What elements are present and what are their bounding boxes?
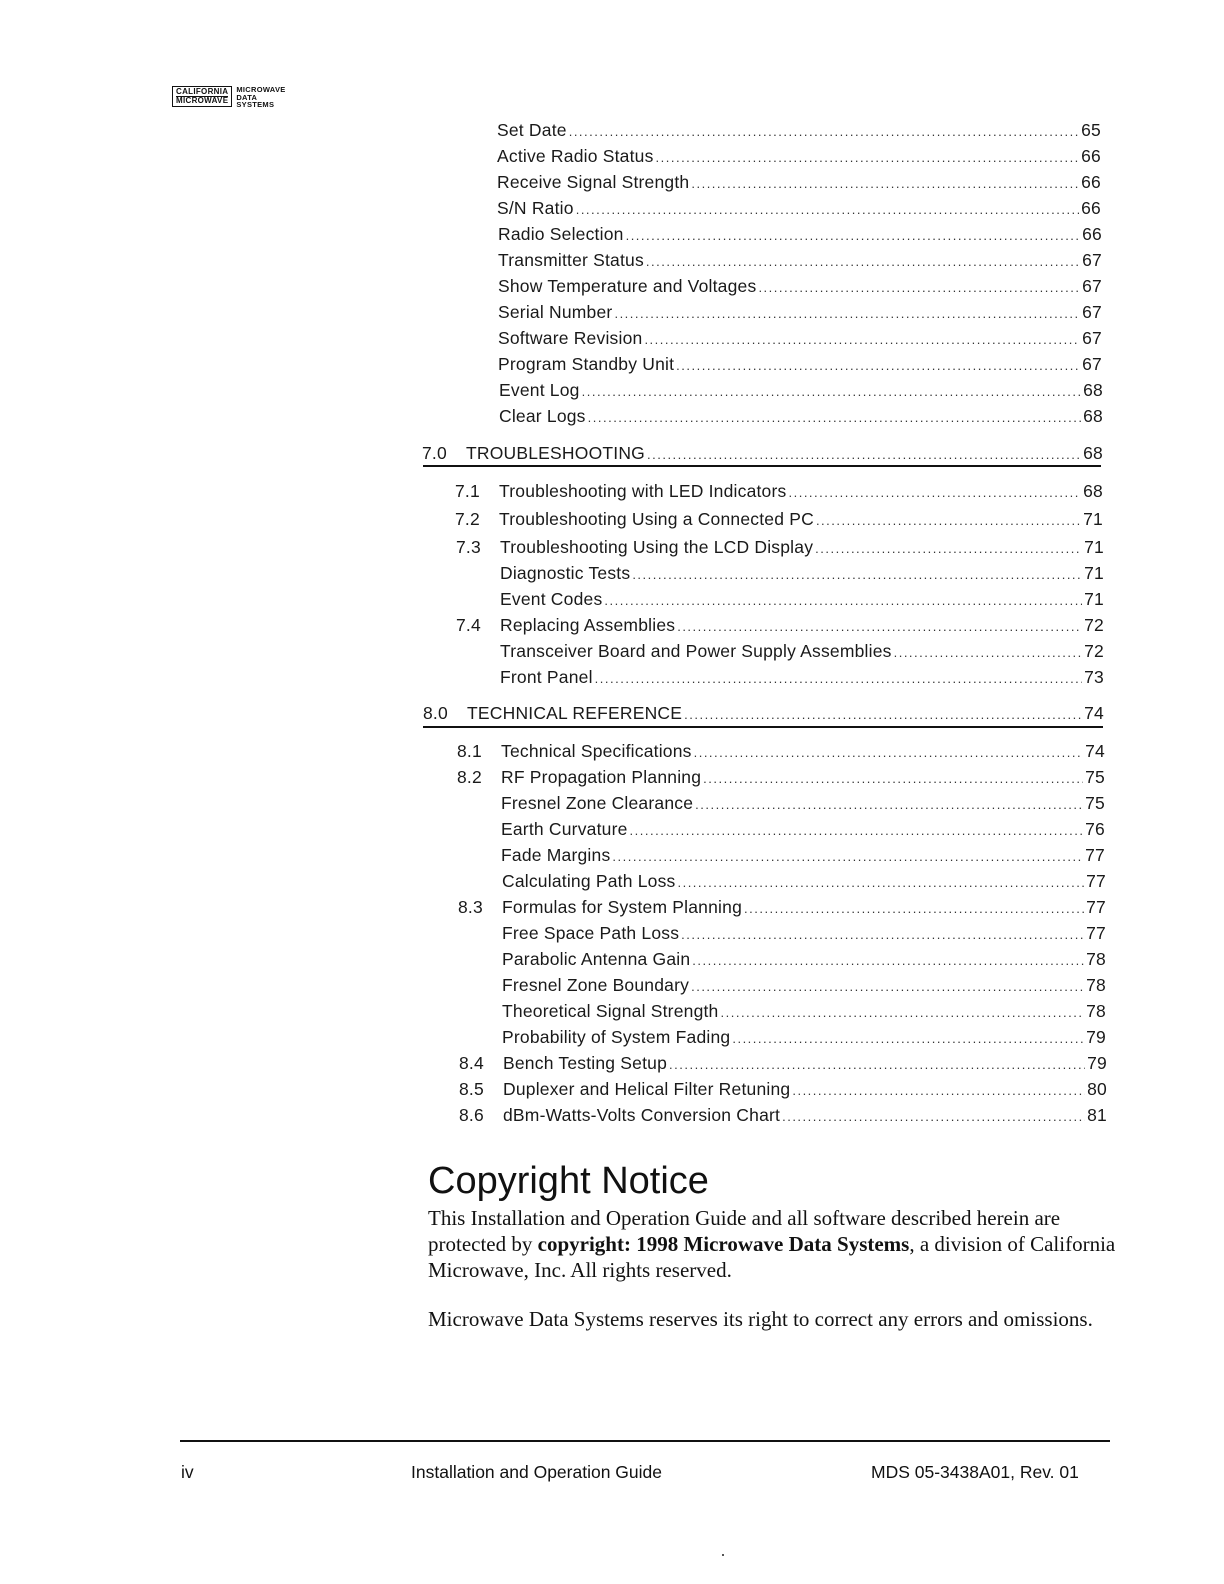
toc-entry-title: Bench Testing Setup — [503, 1053, 668, 1073]
toc-page-number: 72 — [1084, 615, 1104, 635]
toc-entry-row — [500, 641, 1104, 662]
toc-entry-row — [498, 302, 1102, 323]
toc-dot-leader — [569, 124, 1079, 139]
toc-page-number: 67 — [1082, 276, 1102, 296]
logo-side-text — [236, 86, 285, 109]
toc-entry-row — [500, 667, 1104, 688]
logo-side-line3: SYSTEMS — [236, 100, 275, 109]
toc-entry-row — [498, 354, 1102, 375]
toc-entry-title: Fresnel Zone Clearance — [501, 793, 694, 813]
toc-entry-row — [455, 481, 1103, 502]
toc-entry-row — [457, 767, 1105, 788]
toc-entry-title: Active Radio Status — [497, 146, 654, 166]
toc-page-number: 68 — [1083, 443, 1103, 463]
toc-entry-row — [497, 146, 1101, 167]
toc-entry-row — [502, 1001, 1106, 1022]
toc-section-number: 8.1 — [457, 741, 482, 761]
toc-section-number: 8.5 — [459, 1079, 484, 1099]
toc-section-number: 8.0 — [423, 703, 448, 723]
toc-entry-title: Event Codes — [500, 589, 603, 609]
toc-dot-leader — [684, 707, 1082, 722]
toc-page-number: 71 — [1084, 563, 1104, 583]
toc-entry-title: Troubleshooting Using the LCD Display — [500, 537, 814, 557]
toc-entry-row — [459, 1105, 1107, 1126]
toc-entry-row — [456, 537, 1104, 558]
toc-entry-row — [502, 1027, 1106, 1048]
toc-chapter-row — [422, 443, 1103, 464]
rights-paragraph: Microwave Data Systems reserves its right to correct any errors and omissions. — [428, 1307, 1093, 1331]
logo-side-line2: DATA — [236, 92, 258, 102]
toc-entry-row — [498, 328, 1102, 349]
toc-entry-row — [458, 897, 1106, 918]
toc-page-number: 68 — [1083, 481, 1103, 501]
toc-dot-leader — [677, 619, 1082, 634]
toc-entry-title: Formulas for System Planning — [502, 897, 742, 917]
toc-entry-title: Probability of System Fading — [502, 1027, 731, 1047]
toc-dot-leader — [816, 513, 1081, 528]
section-rule-8 — [423, 726, 1103, 728]
toc-page-number: 74 — [1084, 703, 1104, 723]
toc-entry-row — [498, 250, 1102, 271]
toc-entry-title: S/N Ratio — [497, 198, 574, 218]
toc-dot-leader — [694, 745, 1084, 760]
toc-entry-title: Transmitter Status — [498, 250, 644, 270]
toc-chapter-row — [423, 703, 1104, 724]
toc-entry-title: Show Temperature and Voltages — [498, 276, 757, 296]
section-rule-7 — [423, 465, 1101, 467]
toc-dot-leader — [721, 1005, 1085, 1020]
toc-entry-row — [459, 1053, 1107, 1074]
toc-entry-title: Earth Curvature — [501, 819, 628, 839]
toc-page-number: 65 — [1081, 120, 1101, 140]
toc-entry-title: Parabolic Antenna Gain — [502, 949, 691, 969]
toc-dot-leader — [894, 645, 1083, 660]
toc-page-number: 67 — [1082, 354, 1102, 374]
toc-section-number: 7.3 — [456, 537, 481, 557]
copyright-paragraph — [428, 1205, 1118, 1283]
toc-dot-leader — [646, 254, 1080, 269]
toc-dot-leader — [647, 447, 1081, 462]
toc-dot-leader — [630, 823, 1084, 838]
toc-entry-title: Diagnostic Tests — [500, 563, 631, 583]
toc-section-number: 7.1 — [455, 481, 480, 501]
toc-entry-title: Radio Selection — [498, 224, 624, 244]
footer-guide-title: Installation and Operation Guide — [411, 1462, 662, 1482]
toc-page-number: 77 — [1086, 871, 1106, 891]
toc-page-number: 67 — [1082, 250, 1102, 270]
toc-entry-title: Duplexer and Helical Filter Retuning — [503, 1079, 791, 1099]
footer-doc-id: MDS 05-3438A01, Rev. 01 — [871, 1462, 1079, 1482]
toc-dot-leader — [612, 849, 1083, 864]
toc-dot-leader — [656, 150, 1080, 165]
toc-page-number: 68 — [1083, 406, 1103, 426]
toc-page-number: 66 — [1081, 198, 1101, 218]
toc-entry-title: Event Log — [499, 380, 580, 400]
toc-dot-leader — [576, 202, 1079, 217]
toc-page-number: 68 — [1083, 380, 1103, 400]
toc-section-number: 7.2 — [455, 509, 480, 529]
toc-dot-leader — [695, 797, 1083, 812]
toc-dot-leader — [595, 671, 1082, 686]
logo-box — [172, 86, 232, 107]
toc-entry-title: Receive Signal Strength — [497, 172, 690, 192]
toc-dot-leader — [815, 541, 1082, 556]
toc-entry-title: Set Date — [497, 120, 567, 140]
toc-section-number: 8.6 — [459, 1105, 484, 1125]
toc-entry-title: Clear Logs — [499, 406, 586, 426]
toc-dot-leader — [588, 410, 1081, 425]
footer-page-number: iv — [181, 1462, 194, 1482]
toc-page-number: 78 — [1086, 949, 1106, 969]
toc-section-number: 7.0 — [422, 443, 447, 463]
toc-section-number: 8.3 — [458, 897, 483, 917]
toc-entry-title: Program Standby Unit — [498, 354, 675, 374]
toc-page-number: 67 — [1082, 328, 1102, 348]
toc-entry-title: TECHNICAL REFERENCE — [467, 703, 683, 723]
company-logo — [172, 86, 286, 109]
toc-dot-leader — [691, 176, 1079, 191]
toc-page-number: 79 — [1086, 1027, 1106, 1047]
toc-page-number: 78 — [1086, 1001, 1106, 1021]
toc-entry-title: TROUBLESHOOTING — [466, 443, 645, 463]
toc-page-number: 66 — [1081, 146, 1101, 166]
copyright-heading: Copyright Notice — [428, 1160, 709, 1202]
toc-page-number: 77 — [1085, 845, 1105, 865]
toc-page-number: 71 — [1083, 509, 1103, 529]
toc-entry-row — [502, 949, 1106, 970]
logo-box-line1: CALIFORNIA — [176, 87, 229, 96]
toc-entry-row — [502, 871, 1106, 892]
toc-page-number: 81 — [1087, 1105, 1107, 1125]
toc-page-number: 78 — [1086, 975, 1106, 995]
logo-box-line2: MICROWAVE — [176, 96, 229, 105]
toc-entry-row — [500, 563, 1104, 584]
toc-entry-title: Transceiver Board and Power Supply Assemblies — [500, 641, 892, 661]
toc-dot-leader — [677, 875, 1084, 890]
toc-entry-row — [498, 224, 1102, 245]
toc-entry-row — [497, 198, 1101, 219]
toc-entry-title: Fade Margins — [501, 845, 611, 865]
toc-dot-leader — [732, 1031, 1084, 1046]
toc-entry-row — [459, 1079, 1107, 1100]
toc-entry-title: Fresnel Zone Boundary — [502, 975, 690, 995]
toc-section-number: 8.4 — [459, 1053, 484, 1073]
toc-page-number: 67 — [1082, 302, 1102, 322]
toc-entry-row — [457, 741, 1105, 762]
toc-page-number: 79 — [1087, 1053, 1107, 1073]
toc-entry-title: Troubleshooting with LED Indicators — [499, 481, 787, 501]
toc-page-number: 71 — [1084, 589, 1104, 609]
toc-entry-row — [501, 793, 1105, 814]
toc-dot-leader — [614, 306, 1080, 321]
toc-dot-leader — [691, 979, 1084, 994]
toc-page-number: 75 — [1085, 793, 1105, 813]
copyright-text-b: , a division of California Microwave, Inc. All rights reserved. — [428, 1232, 1116, 1282]
toc-page-number: 71 — [1084, 537, 1104, 557]
toc-dot-leader — [744, 901, 1084, 916]
copyright-text-a: This Installation and Operation Guide and all software described herein are protected by — [428, 1206, 1061, 1256]
toc-page-number: 80 — [1087, 1079, 1107, 1099]
toc-entry-row — [456, 615, 1104, 636]
toc-entry-title: dBm-Watts-Volts Conversion Chart — [503, 1105, 781, 1125]
toc-entry-title: RF Propagation Planning — [501, 767, 702, 787]
toc-dot-leader — [644, 332, 1080, 347]
toc-dot-leader — [604, 593, 1082, 608]
toc-entry-row — [502, 975, 1106, 996]
logo-side-line1: MICROWAVE — [236, 85, 286, 94]
toc-page-number: 74 — [1085, 741, 1105, 761]
toc-entry-title: Calculating Path Loss — [502, 871, 676, 891]
toc-page-number: 75 — [1085, 767, 1105, 787]
toc-dot-leader — [692, 953, 1084, 968]
toc-dot-leader — [788, 485, 1081, 500]
toc-entry-row — [501, 819, 1105, 840]
toc-dot-leader — [676, 358, 1080, 373]
toc-entry-row — [498, 276, 1102, 297]
toc-page-number: 66 — [1082, 224, 1102, 244]
toc-entry-title: Software Revision — [498, 328, 643, 348]
footer-rule — [180, 1440, 1110, 1442]
toc-dot-leader — [626, 228, 1081, 243]
toc-dot-leader — [681, 927, 1084, 942]
toc-page-number: 73 — [1084, 667, 1104, 687]
toc-entry-row — [501, 845, 1105, 866]
toc-page-number: 77 — [1086, 897, 1106, 917]
toc-dot-leader — [669, 1057, 1085, 1072]
toc-page-number: 76 — [1085, 819, 1105, 839]
toc-page-number: 66 — [1081, 172, 1101, 192]
toc-entry-row — [497, 120, 1101, 141]
toc-entry-row — [499, 406, 1103, 427]
toc-dot-leader — [758, 280, 1080, 295]
toc-entry-title: Front Panel — [500, 667, 593, 687]
toc-dot-leader — [703, 771, 1083, 786]
toc-entry-row — [502, 923, 1106, 944]
toc-dot-leader — [582, 384, 1082, 399]
toc-section-number: 8.2 — [457, 767, 482, 787]
toc-entry-title: Troubleshooting Using a Connected PC — [499, 509, 814, 529]
copyright-text-bold: copyright: 1998 Microwave Data Systems — [537, 1232, 910, 1256]
toc-entry-title: Theoretical Signal Strength — [502, 1001, 719, 1021]
toc-entry-row — [455, 509, 1103, 530]
toc-entry-title: Replacing Assemblies — [500, 615, 676, 635]
toc-entry-row — [499, 380, 1103, 401]
toc-entry-title: Technical Specifications — [501, 741, 692, 761]
toc-entry-row — [500, 589, 1104, 610]
toc-entry-title: Free Space Path Loss — [502, 923, 680, 943]
scan-speck — [722, 1554, 724, 1556]
toc-dot-leader — [792, 1083, 1085, 1098]
toc-section-number: 7.4 — [456, 615, 481, 635]
toc-entry-row — [497, 172, 1101, 193]
toc-dot-leader — [782, 1109, 1085, 1124]
toc-page-number: 77 — [1086, 923, 1106, 943]
toc-dot-leader — [632, 567, 1082, 582]
toc-page-number: 72 — [1084, 641, 1104, 661]
toc-entry-title: Serial Number — [498, 302, 613, 322]
